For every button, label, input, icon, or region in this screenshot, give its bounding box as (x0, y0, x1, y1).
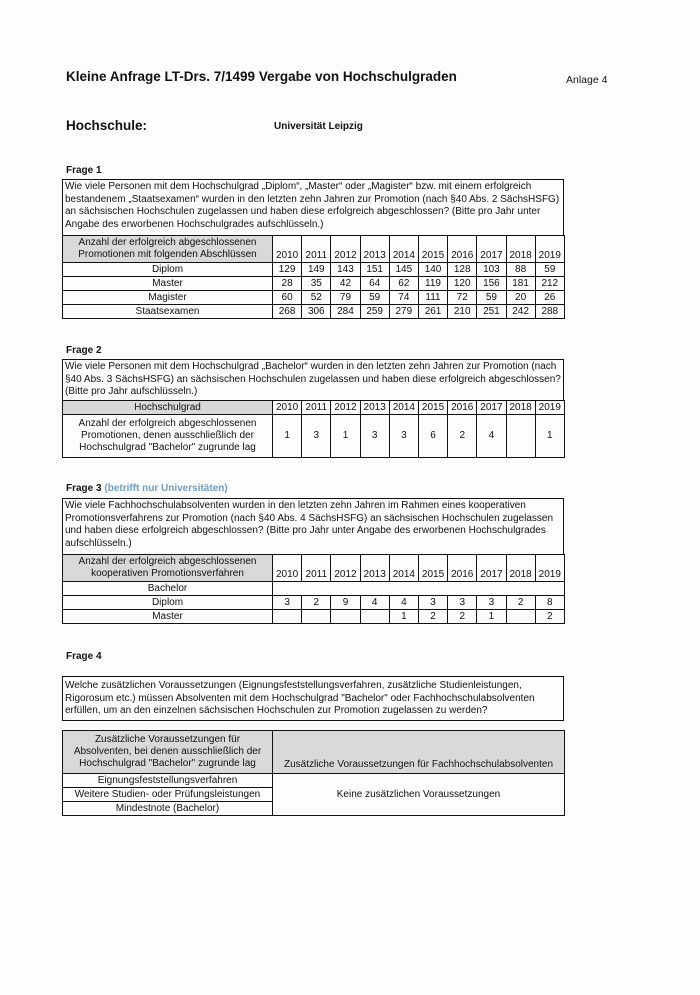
row-label: Anzahl der erfolgreich abgeschlossenen Promotionen, denen ausschließlich der Hochschulgrad "Bachelor" zugrunde lag (63, 415, 273, 458)
year-cell: 2014 (389, 555, 418, 582)
year-cell: 2017 (477, 555, 506, 582)
value-cell: 28 (273, 277, 302, 291)
year-cell: 2011 (302, 401, 331, 415)
value-cell: 149 (302, 263, 331, 277)
value-cell: 145 (389, 263, 418, 277)
value-cell: 268 (273, 305, 302, 319)
value-cell: 74 (389, 291, 418, 305)
year-cell: 2012 (331, 401, 360, 415)
row-label: Master (63, 277, 273, 291)
table-row (63, 596, 565, 610)
row-label: Diplom (63, 596, 273, 610)
value-cell: 288 (535, 305, 564, 319)
frage3-header-row (63, 555, 565, 582)
value-cell: 103 (477, 263, 506, 277)
value-cell: 59 (360, 291, 389, 305)
value-cell: 1 (389, 610, 418, 624)
value-cell: 261 (418, 305, 447, 319)
value-cell: 181 (506, 277, 535, 291)
table-row (63, 610, 565, 624)
year-cell: 2015 (418, 236, 447, 263)
value-cell: 143 (331, 263, 360, 277)
value-cell: 6 (418, 415, 447, 458)
frage3-question: Wie viele Fachhochschulabsolventen wurden in den letzten zehn Jahren im Rahmen eines kooperativen Promotionsverfahrens zur Promotion (nach §40 Abs. 4 SächsHSFG) an sächsischen Hochschulen zugelassen und haben diese erfolgreich abgeschlossen? (Bitte pro Jahr unter Angabe des erworbenen Hochschulgrades aufschlüsseln.) (62, 498, 564, 555)
year-cell: 2019 (535, 555, 564, 582)
value-cell: 3 (448, 596, 477, 610)
empty-cells (273, 582, 565, 596)
value-cell: 151 (360, 263, 389, 277)
year-cell: 2018 (506, 236, 535, 263)
frage3-heading: Frage 3 (66, 483, 102, 494)
left-item: Weitere Studien- oder Prüfungsleistungen (63, 788, 273, 802)
value-cell: 52 (302, 291, 331, 305)
value-cell: 2 (302, 596, 331, 610)
frage4-right-value: Keine zusätzlichen Voraussetzungen (273, 774, 565, 816)
frage2-table-header: Hochschulgrad (63, 401, 273, 415)
value-cell: 2 (535, 610, 564, 624)
frage2-question: Wie viele Personen mit dem Hochschulgrad „Bachelor“ wurden in den letzten zehn Jahren zur Promotion (nach §40 Abs. 3 SächsHSFG) an sächsischen Hochschulen zugelassen und haben diese erfolgreich abgeschlossen? (Bitte pro Jahr aufschlüsseln.) (62, 359, 564, 401)
value-cell: 42 (331, 277, 360, 291)
row-label: Staatsexamen (63, 305, 273, 319)
value-cell: 140 (418, 263, 447, 277)
value-cell: 26 (535, 291, 564, 305)
value-cell: 284 (331, 305, 360, 319)
frage4-question: Welche zusätzlichen Voraussetzungen (Eignungsfeststellungsverfahren, zusätzliche Studienleistungen, Rigorosum etc.) müssen Absolventen mit dem Hochschulgrad "Bachelor" oder Fachhochschulabsolventen erfüllen, um an den einzelnen sächsischen Hochschulen zur Promotion zugelassen zu werden? (62, 676, 564, 721)
frage3-heading-row (66, 483, 228, 494)
frage4-right-header: Zusätzliche Voraussetzungen für Fachhochschulabsolventen (273, 731, 565, 774)
value-cell (506, 610, 535, 624)
year-cell: 2016 (448, 555, 477, 582)
value-cell: 3 (360, 415, 389, 458)
year-cell: 2018 (506, 555, 535, 582)
year-cell: 2010 (273, 555, 302, 582)
year-cell: 2016 (448, 236, 477, 263)
value-cell: 119 (418, 277, 447, 291)
value-cell: 59 (477, 291, 506, 305)
value-cell: 1 (535, 415, 564, 458)
table-row (63, 582, 565, 596)
value-cell: 88 (506, 263, 535, 277)
value-cell: 1 (477, 610, 506, 624)
year-cell: 2015 (418, 555, 447, 582)
value-cell: 128 (448, 263, 477, 277)
value-cell: 62 (389, 277, 418, 291)
value-cell: 3 (389, 415, 418, 458)
year-cell: 2013 (360, 555, 389, 582)
hochschule-value: Universität Leipzig (274, 121, 363, 132)
table-row (63, 291, 565, 305)
value-cell: 9 (331, 596, 360, 610)
value-cell: 60 (273, 291, 302, 305)
frage4-heading: Frage 4 (66, 651, 102, 662)
value-cell: 2 (506, 596, 535, 610)
year-cell: 2019 (535, 401, 564, 415)
value-cell: 3 (418, 596, 447, 610)
value-cell: 4 (360, 596, 389, 610)
value-cell: 1 (331, 415, 360, 458)
frage2-table (62, 400, 565, 458)
value-cell: 210 (448, 305, 477, 319)
year-cell: 2018 (506, 401, 535, 415)
row-label: Master (63, 610, 273, 624)
frage2-heading: Frage 2 (66, 345, 102, 356)
value-cell: 4 (477, 415, 506, 458)
frage1-heading: Frage 1 (66, 165, 102, 176)
value-cell: 306 (302, 305, 331, 319)
value-cell: 242 (506, 305, 535, 319)
value-cell: 2 (448, 415, 477, 458)
value-cell: 72 (448, 291, 477, 305)
frage2-header-row (63, 401, 565, 415)
value-cell (273, 610, 302, 624)
attachment-label: Anlage 4 (566, 74, 608, 86)
value-cell: 20 (506, 291, 535, 305)
frage3-note: (betrifft nur Universitäten) (104, 483, 228, 494)
value-cell: 259 (360, 305, 389, 319)
year-cell: 2015 (418, 401, 447, 415)
year-cell: 2014 (389, 401, 418, 415)
table-row (63, 774, 565, 788)
frage3-table (62, 554, 565, 624)
frage1-header-row (63, 236, 565, 263)
year-cell: 2013 (360, 236, 389, 263)
year-cell: 2016 (448, 401, 477, 415)
frage4-left-header: Zusätzliche Voraussetzungen für Absolventen, bei denen ausschließlich der Hochschulgrad "Bachelor" zugrunde lag (63, 731, 273, 774)
value-cell: 251 (477, 305, 506, 319)
value-cell: 279 (389, 305, 418, 319)
year-cell: 2013 (360, 401, 389, 415)
value-cell: 79 (331, 291, 360, 305)
year-cell: 2017 (477, 236, 506, 263)
value-cell (360, 610, 389, 624)
value-cell: 4 (389, 596, 418, 610)
frage1-table-header: Anzahl der erfolgreich abgeschlossenen Promotionen mit folgenden Abschlüssen (63, 236, 273, 263)
row-label: Magister (63, 291, 273, 305)
row-label: Bachelor (63, 582, 273, 596)
year-cell: 2017 (477, 401, 506, 415)
year-cell: 2012 (331, 555, 360, 582)
year-cell: 2014 (389, 236, 418, 263)
table-row (63, 277, 565, 291)
value-cell: 111 (418, 291, 447, 305)
value-cell: 2 (448, 610, 477, 624)
value-cell: 64 (360, 277, 389, 291)
year-cell: 2011 (302, 236, 331, 263)
row-label: Diplom (63, 263, 273, 277)
frage4-header-row (63, 731, 565, 774)
value-cell: 59 (535, 263, 564, 277)
value-cell: 8 (535, 596, 564, 610)
year-cell: 2010 (273, 401, 302, 415)
value-cell: 1 (273, 415, 302, 458)
table-row (63, 415, 565, 458)
value-cell: 3 (477, 596, 506, 610)
left-item: Eignungsfeststellungsverfahren (63, 774, 273, 788)
table-row (63, 263, 565, 277)
frage4-table (62, 730, 565, 816)
frage1-table (62, 235, 565, 319)
hochschule-label: Hochschule: (66, 118, 148, 133)
value-cell: 3 (273, 596, 302, 610)
year-cell: 2010 (273, 236, 302, 263)
value-cell: 3 (302, 415, 331, 458)
value-cell (331, 610, 360, 624)
frage3-table-header: Anzahl der erfolgreich abgeschlossenen kooperativen Promotionsverfahren (63, 555, 273, 582)
document-title: Kleine Anfrage LT-Drs. 7/1499 Vergabe von Hochschulgraden (66, 69, 457, 84)
year-cell: 2019 (535, 236, 564, 263)
table-row (63, 305, 565, 319)
year-cell: 2011 (302, 555, 331, 582)
value-cell: 212 (535, 277, 564, 291)
value-cell: 120 (448, 277, 477, 291)
value-cell: 2 (418, 610, 447, 624)
year-cell: 2012 (331, 236, 360, 263)
value-cell: 35 (302, 277, 331, 291)
frage1-question: Wie viele Personen mit dem Hochschulgrad „Diplom“, „Master“ oder „Magister“ bzw. mit einem erfolgreich bestandenem „Staatsexamen“ wurden in den letzten zehn Jahren zur Promotion (nach §40 Abs. 2 SächsHSFG) an sächsischen Hochschulen zugelassen und haben diese erfolgreich abgeschlossen? (Bitte pro Jahr unter Angabe des erworbenen Hochschulgrades aufschlüsseln.) (62, 179, 564, 236)
value-cell: 156 (477, 277, 506, 291)
value-cell: 129 (273, 263, 302, 277)
left-item: Mindestnote (Bachelor) (63, 802, 273, 816)
value-cell (302, 610, 331, 624)
value-cell (506, 415, 535, 458)
